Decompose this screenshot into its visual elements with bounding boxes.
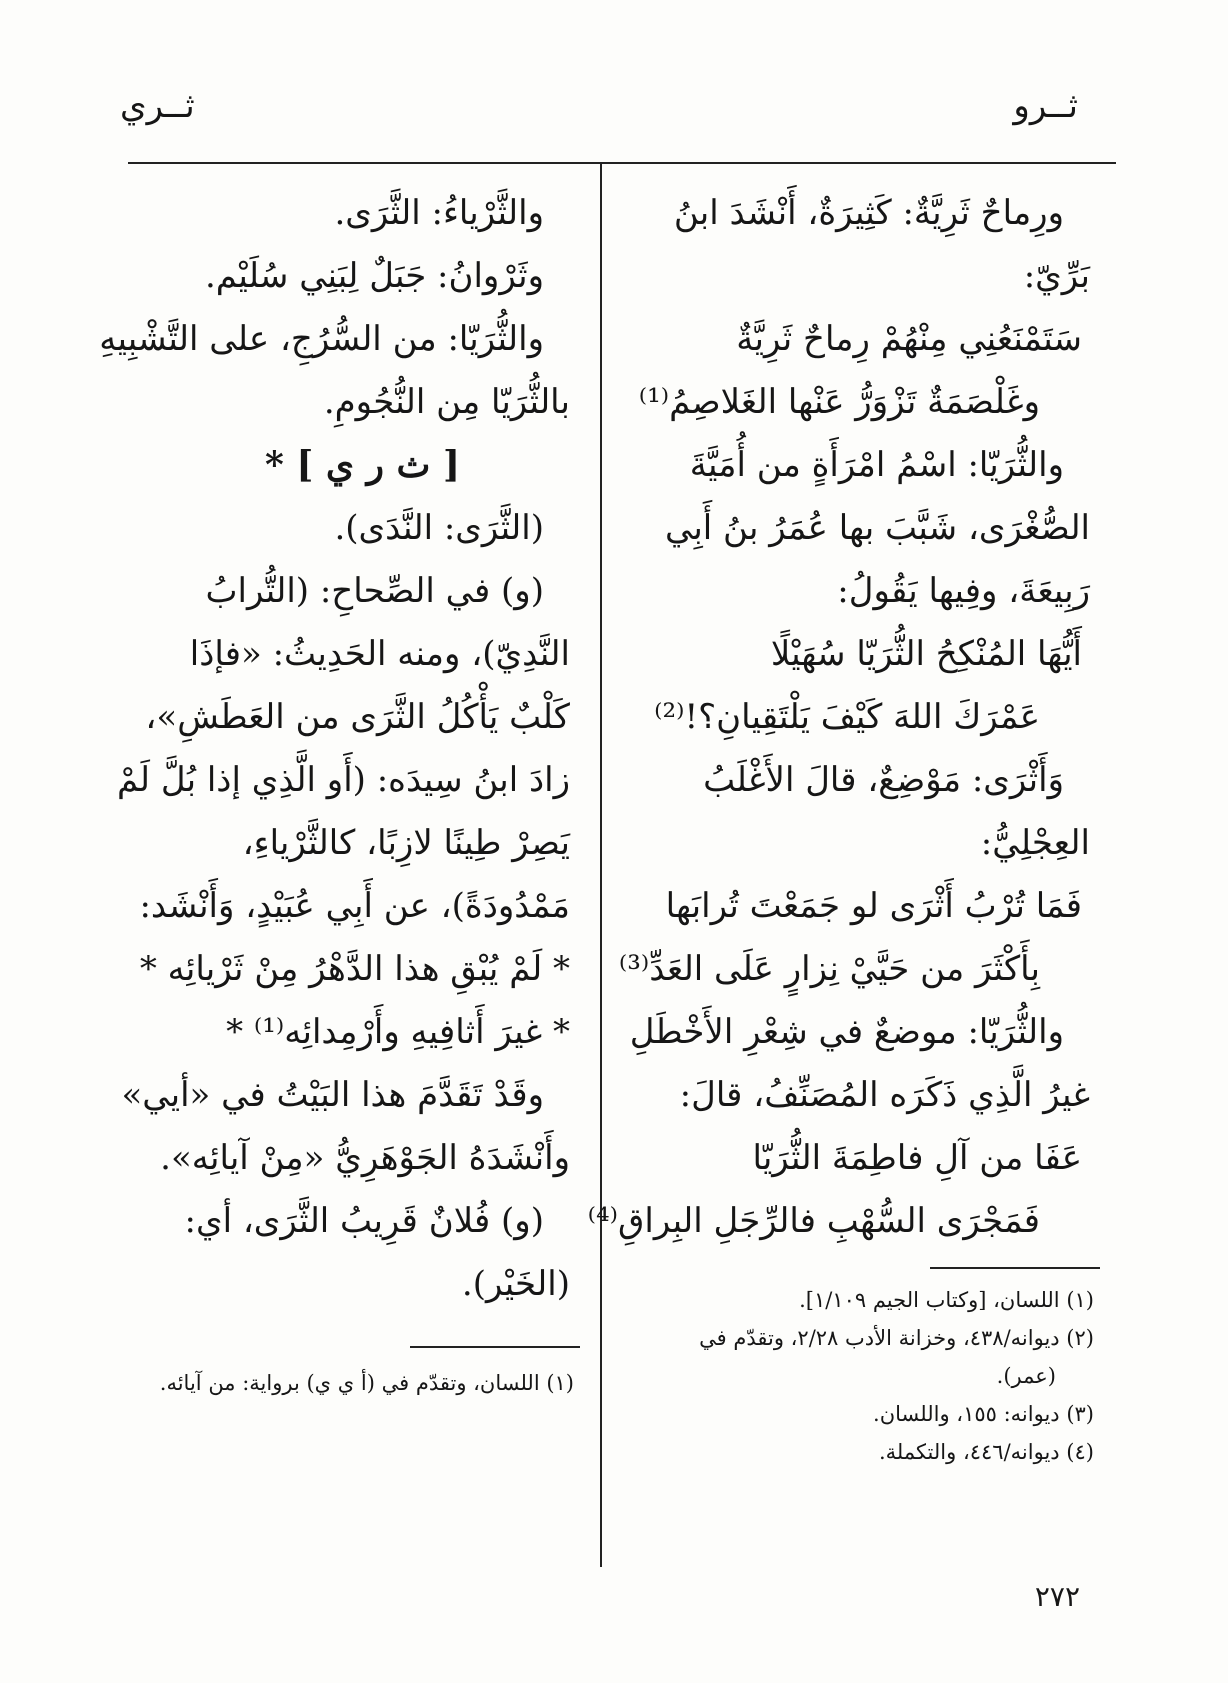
text-line: فَمَجْرَى السُّهْبِ فالرِّجَلِ البِراقِ⁽⁴⁾ (587, 1201, 1040, 1241)
text-line: ورِماحٌ ثَرِيَّةٌ: كَثِيرَةٌ، أَنْشَدَ ابنُ (673, 193, 1064, 233)
left-column-text (99, 182, 580, 1316)
right-column (587, 182, 1100, 1471)
text-line: (و) فُلانٌ قَرِيبُ الثَّرَى، أي: (184, 1201, 544, 1241)
text-line: والثُّرَيّا: موضعٌ في شِعْرِ الأَخْطَلِ (629, 1012, 1064, 1052)
right-column-footnotes (648, 1281, 1100, 1471)
footnote-rule-right (930, 1267, 1100, 1269)
text-line: عَمْرَكَ اللهَ كَيْفَ يَلْتَقِيانِ؟!⁽²⁾ (654, 697, 1040, 737)
text-line: (الخَيْر). (461, 1264, 570, 1304)
text-line: يَصِرْ طِينًا لازِبًا، كالثَّرْياءِ، (242, 823, 570, 863)
text-line: وقَدْ تَقَدَّمَ هذا البَيْتُ في «أيي» (121, 1075, 544, 1115)
footnote-rule-left (410, 1346, 580, 1348)
text-line: * لَمْ يُبْقِ هذا الدَّهْرُ مِنْ ثَرْيائِه * (139, 949, 570, 989)
text-line: بِأَكْثَرَ من حَيَّيْ نِزارٍ عَلَى العَدِّ⁽³⁾ (618, 949, 1040, 989)
running-header-left: ثــري (120, 86, 195, 126)
text-line: والثُّرَيّا: من السُّرُجِ، على التَّشْبِيهِ (99, 319, 544, 359)
text-line: زادَ ابنُ سِيدَه: (أَو الَّذِي إذا بُلَّ لَمْ (117, 760, 570, 800)
running-header-right: ثــرو (1013, 86, 1078, 126)
text-line: عَفَا من آلِ فاطِمَةَ الثُّرَيّا (752, 1138, 1082, 1178)
text-line: والثَّرْياءُ: الثَّرَى. (334, 193, 544, 233)
text-line: وغَلْصَمَةٌ تَزْوَرُّ عَنْها الغَلاصِمُ⁽¹⁾ (638, 382, 1040, 422)
text-line: [ ث ر ي ] * (264, 444, 460, 486)
footnote: (٢) ديوانه/٤٣٨، وخزانة الأدب ٢/٢٨، وتقدّم في (699, 1326, 1094, 1350)
text-line: الصُّغْرَى، شَبَّبَ بها عُمَرُ بنُ أَبِي (665, 508, 1090, 548)
text-line: * غيرَ أَثافِيهِ وأَرْمِدائِه⁽¹⁾ * (226, 1012, 570, 1052)
text-line: كَلْبٌ يَأْكُلُ الثَّرَى من العَطَشِ»، (145, 697, 570, 737)
page-number: ٢٧٢ (1034, 1580, 1080, 1613)
text-line: بَرِّيّ: (1023, 256, 1090, 296)
text-line: وثَرْوانُ: جَبَلٌ لِبَنِي سُلَيْم. (204, 256, 544, 296)
text-line: بالثُّرَيّا مِن النُّجُومِ. (323, 382, 570, 422)
footnote: (١) اللسان، وتقدّم في (أ ي ي) برواية: من آيائه. (159, 1371, 574, 1395)
text-line: سَتَمْنَعُنِي مِنْهُمْ رِماحٌ ثَرِيَّةٌ (736, 319, 1082, 359)
text-line: العِجْلِيُّ: (980, 823, 1090, 863)
text-line: والثُّرَيّا: اسْمُ امْرَأَةٍ من أُمَيَّةَ (689, 445, 1064, 485)
text-line: وأَنْشَدَهُ الجَوْهَرِيُّ «مِنْ آيائِه». (160, 1138, 570, 1178)
text-line: أَيُّهَا المُنْكِحُ الثُّرَيّا سُهَيْلًا (770, 634, 1082, 674)
text-line: وَأَثْرَى: مَوْضِعٌ، قالَ الأَغْلَبُ (703, 760, 1064, 800)
footnote: (١) اللسان، [وكتاب الجيم ١/١٠٩]. (799, 1288, 1094, 1312)
left-column (99, 182, 580, 1402)
text-line: النَّدِيّ)، ومنه الحَدِيثُ: «فإذَا (189, 634, 570, 674)
column-divider (600, 162, 602, 1567)
left-column-footnotes (128, 1364, 580, 1402)
text-line: غيرُ الَّذِي ذَكَرَه المُصَنِّفُ، قالَ: (679, 1075, 1090, 1115)
header-rule (128, 162, 1116, 164)
text-line: (و) في الصِّحاحِ: (التُّرابُ (205, 571, 544, 611)
text-line: فَمَا تُرْبُ أَثْرَى لو جَمَعْتَ تُرابَها (665, 886, 1082, 926)
text-line: رَبِيعَةَ، وفِيها يَقُولُ: (837, 571, 1090, 611)
footnote: (عمر). (996, 1364, 1056, 1388)
footnote: (٣) ديوانه: ١٥٥، واللسان. (873, 1402, 1094, 1426)
footnote: (٤) ديوانه/٤٤٦، والتكملة. (878, 1440, 1094, 1464)
right-column-text (587, 182, 1100, 1253)
text-line: مَمْدُودَةً)، عن أَبِي عُبَيْدٍ، وَأَنْشَد: (139, 886, 570, 926)
text-line: (الثَّرَى: النَّدَى). (334, 508, 544, 548)
